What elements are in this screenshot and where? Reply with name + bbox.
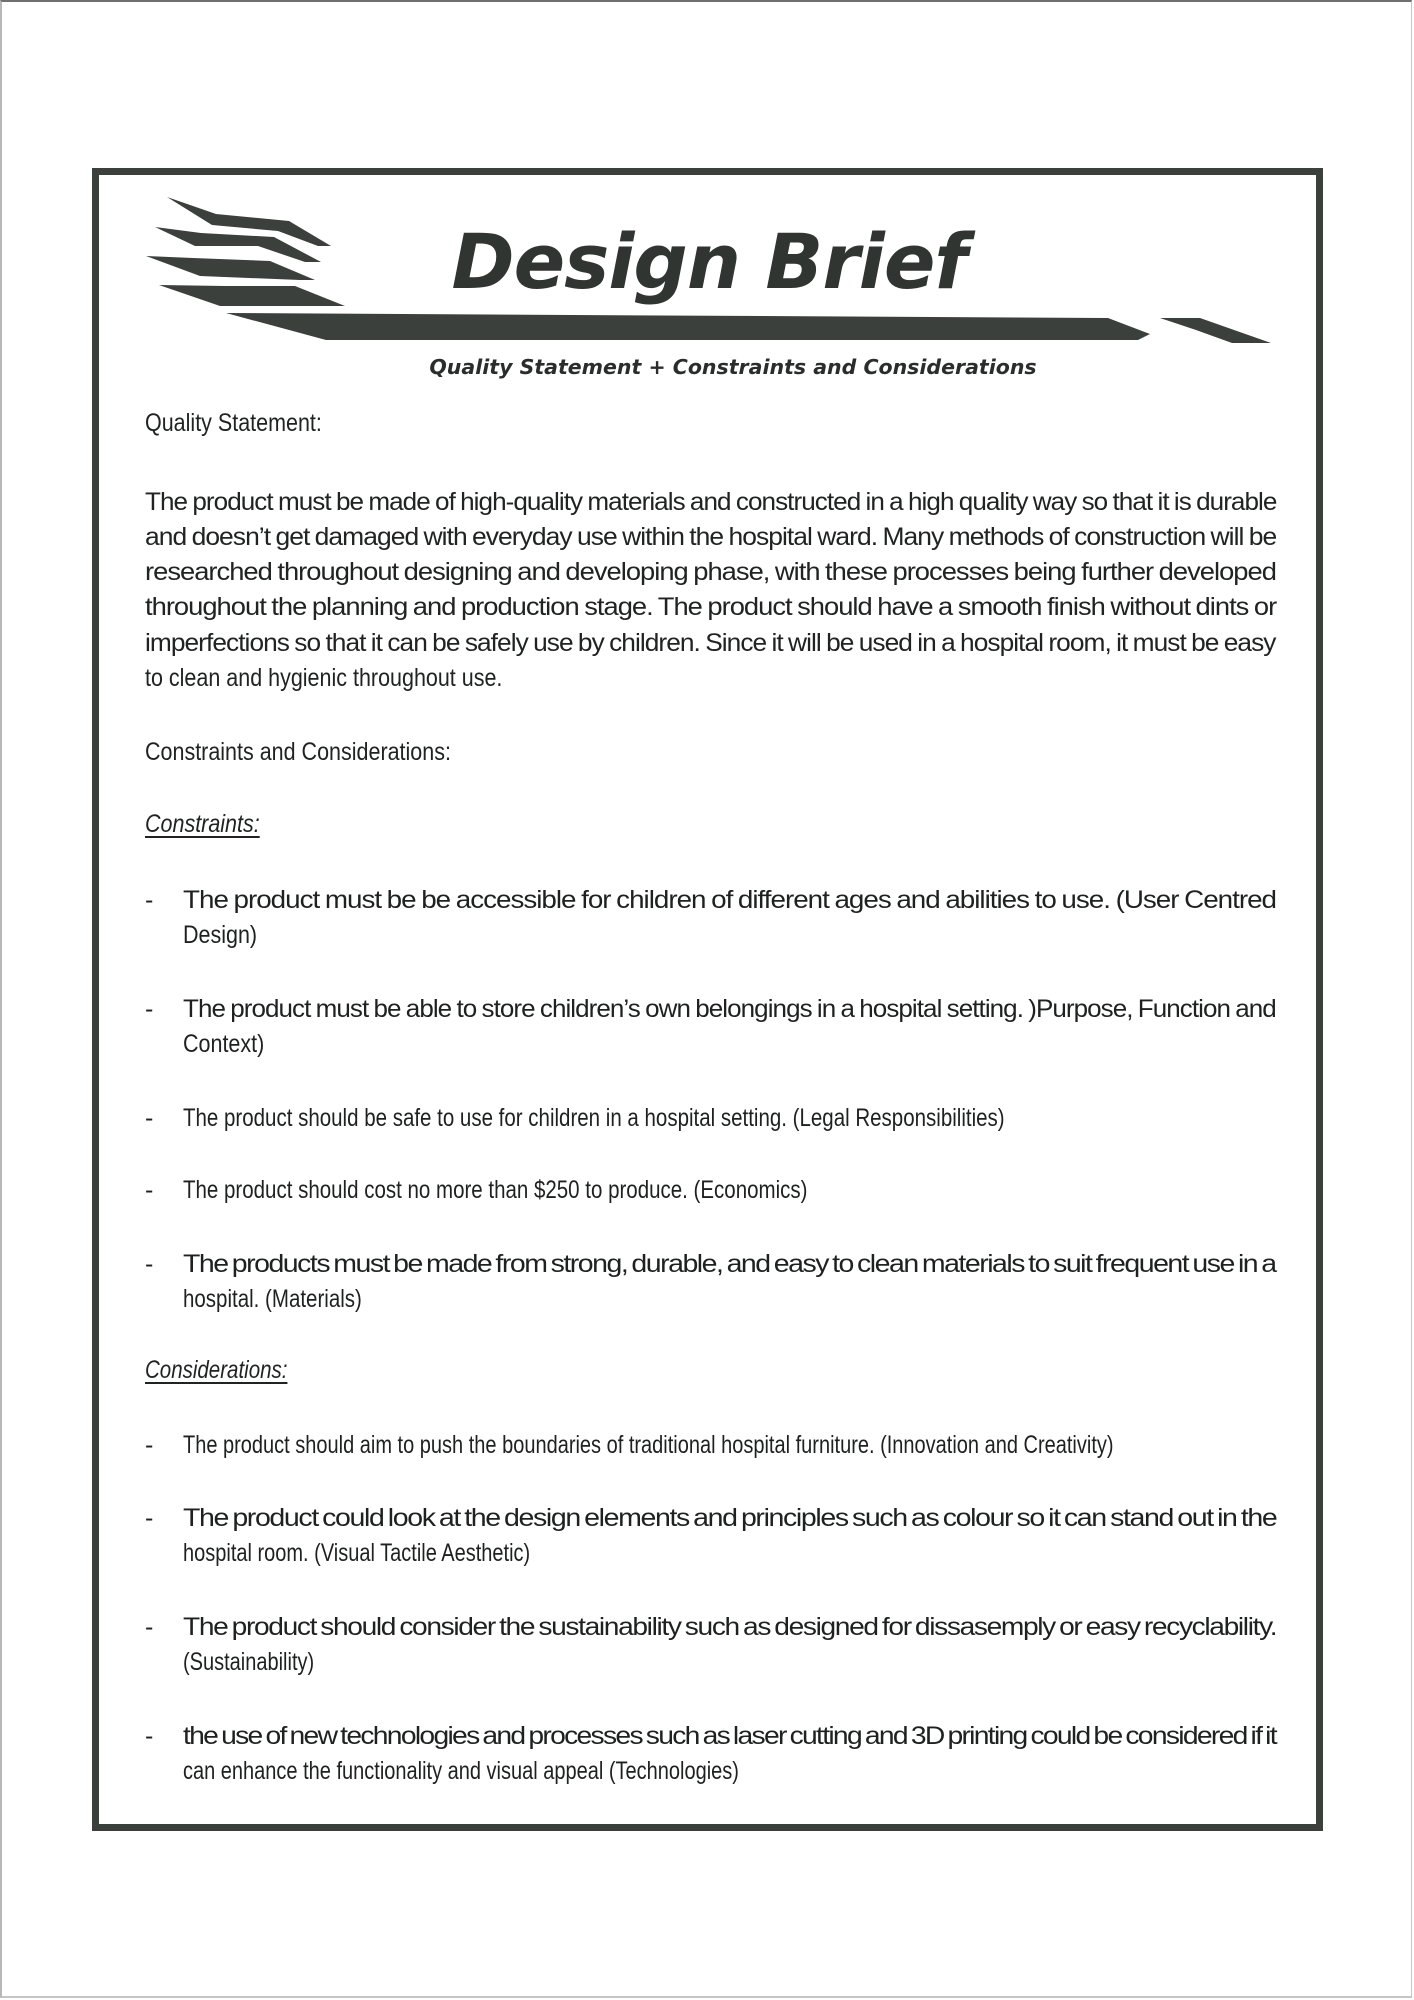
list-item-line: The product must be be accessible for children of different ages and abilities to use. (User Centred bbox=[183, 886, 1277, 914]
bullet-dash: - bbox=[145, 1613, 154, 1641]
quality-statement-heading: Quality Statement: bbox=[145, 409, 322, 437]
constraints-subheading: Constraints: bbox=[145, 810, 260, 838]
page-title: Design Brief bbox=[451, 217, 967, 306]
quality-statement-line: researched throughout designing and developing phase, with these processes being further developed bbox=[145, 558, 1276, 586]
bullet-dash: - bbox=[145, 886, 154, 914]
bullet-dash: - bbox=[145, 1250, 154, 1278]
list-item-line: hospital. (Materials) bbox=[183, 1285, 362, 1313]
list-item-line: The product must be able to store children’s own belongings in a hospital setting. )Purpose, Function and bbox=[183, 995, 1276, 1023]
list-item-line: hospital room. (Visual Tactile Aesthetic) bbox=[183, 1539, 531, 1567]
list-item-line: The product should be safe to use for children in a hospital setting. (Legal Responsibilities) bbox=[183, 1104, 1005, 1132]
bullet-dash: - bbox=[145, 1504, 154, 1532]
list-item-line: The product could look at the design elements and principles such as colour so it can stand out in the bbox=[183, 1504, 1277, 1532]
list-item-line: the use of new technologies and processes such as laser cutting and 3D printing could be considered if it bbox=[183, 1722, 1276, 1750]
quality-statement-line: The product must be made of high-quality materials and constructed in a high quality way so that it is durable bbox=[145, 488, 1277, 516]
bullet-dash: - bbox=[145, 1104, 154, 1132]
list-item-line: The product should consider the sustainability such as designed for dissasemply or easy recyclability. bbox=[183, 1613, 1277, 1641]
list-item-line: The product should aim to push the boundaries of traditional hospital furniture. (Innovation and Creativity) bbox=[183, 1431, 1114, 1459]
bullet-dash: - bbox=[145, 1176, 154, 1204]
bullet-dash: - bbox=[145, 1431, 154, 1459]
constraints-considerations-heading: Constraints and Considerations: bbox=[145, 738, 451, 766]
bullet-dash: - bbox=[145, 1722, 154, 1750]
list-item-line: Context) bbox=[183, 1030, 265, 1058]
list-item-line: Design) bbox=[183, 921, 258, 949]
quality-statement-line: to clean and hygienic throughout use. bbox=[145, 664, 503, 692]
list-item-line: The product should cost no more than $250 to produce. (Economics) bbox=[183, 1176, 808, 1204]
list-item-line: (Sustainability) bbox=[183, 1648, 315, 1676]
list-item-line: The products must be made from strong, durable, and easy to clean materials to suit frequent use in a bbox=[183, 1250, 1276, 1278]
bullet-dash: - bbox=[145, 995, 154, 1023]
quality-statement-line: throughout the planning and production stage. The product should have a smooth finish without dints or bbox=[145, 593, 1277, 621]
quality-statement-line: imperfections so that it can be safely use by children. Since it will be used in a hospital room, it must be easy bbox=[145, 629, 1276, 657]
page-subtitle: Quality Statement + Constraints and Considerations bbox=[429, 355, 1037, 379]
list-item-line: can enhance the functionality and visual appeal (Technologies) bbox=[183, 1757, 739, 1785]
considerations-subheading: Considerations: bbox=[145, 1356, 288, 1384]
quality-statement-line: and doesn’t get damaged with everyday use within the hospital ward. Many methods of construction will be bbox=[145, 523, 1277, 551]
